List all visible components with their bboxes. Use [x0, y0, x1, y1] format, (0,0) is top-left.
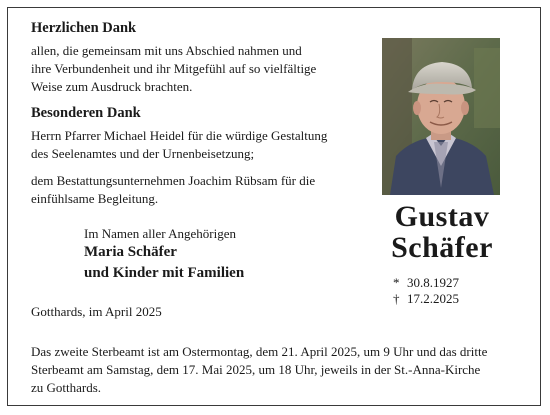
thanks-line: allen, die gemeinsam mit uns Abschied nahmen und [31, 43, 302, 58]
death-date-row [393, 291, 459, 307]
special-thanks-line: des Seelenamtes und der Urnenbeisetzung; [31, 146, 255, 161]
notice-line: Das zweite Sterbeamt ist am Ostermontag, dem 21. April 2025, um 9 Uhr und das dritte [31, 344, 488, 359]
thanks-heading: Herzlichen Dank [31, 20, 137, 36]
deceased-last-name: Schäfer [391, 231, 493, 264]
death-date: 17.2.2025 [407, 291, 459, 306]
birth-date-row [393, 275, 459, 291]
thanks-line: Weise zum Ausdruck brachten. [31, 79, 193, 94]
service-notice [31, 343, 531, 397]
death-cross-icon: † [393, 291, 400, 306]
special-thanks-text1 [31, 127, 371, 163]
notice-line: Sterbeamt am Samstag, dem 17. Mai 2025, um 18 Uhr, jeweils in der St.-Anna-Kirche [31, 362, 481, 377]
signature-family: und Kinder mit Familien [84, 265, 245, 281]
special-thanks-line: dem Bestattungsunternehmen Joachim Rübsam für die [31, 173, 316, 188]
signature-intro: Im Namen aller Angehörigen [84, 226, 236, 241]
deceased-first-name: Gustav [394, 200, 490, 233]
portrait-illustration [382, 38, 500, 195]
notice-line: zu Gotthards. [31, 380, 102, 395]
special-thanks-line: Herrn Pfarrer Michael Heidel für die würdige Gestaltung [31, 128, 328, 143]
birth-date: 30.8.1927 [407, 275, 459, 290]
portrait-photo [382, 38, 500, 195]
special-thanks-text2 [31, 172, 371, 208]
thanks-text [31, 42, 367, 96]
special-thanks-line: einfühlsame Begleitung. [31, 191, 159, 206]
special-thanks-heading: Besonderen Dank [31, 105, 141, 121]
place-date: Gotthards, im April 2025 [31, 304, 162, 319]
birth-star-icon: * [393, 275, 400, 290]
signature-name: Maria Schäfer [84, 244, 177, 260]
thanks-line: ihre Verbundenheit und ihr Mitgefühl auf so vielfältige [31, 61, 317, 76]
